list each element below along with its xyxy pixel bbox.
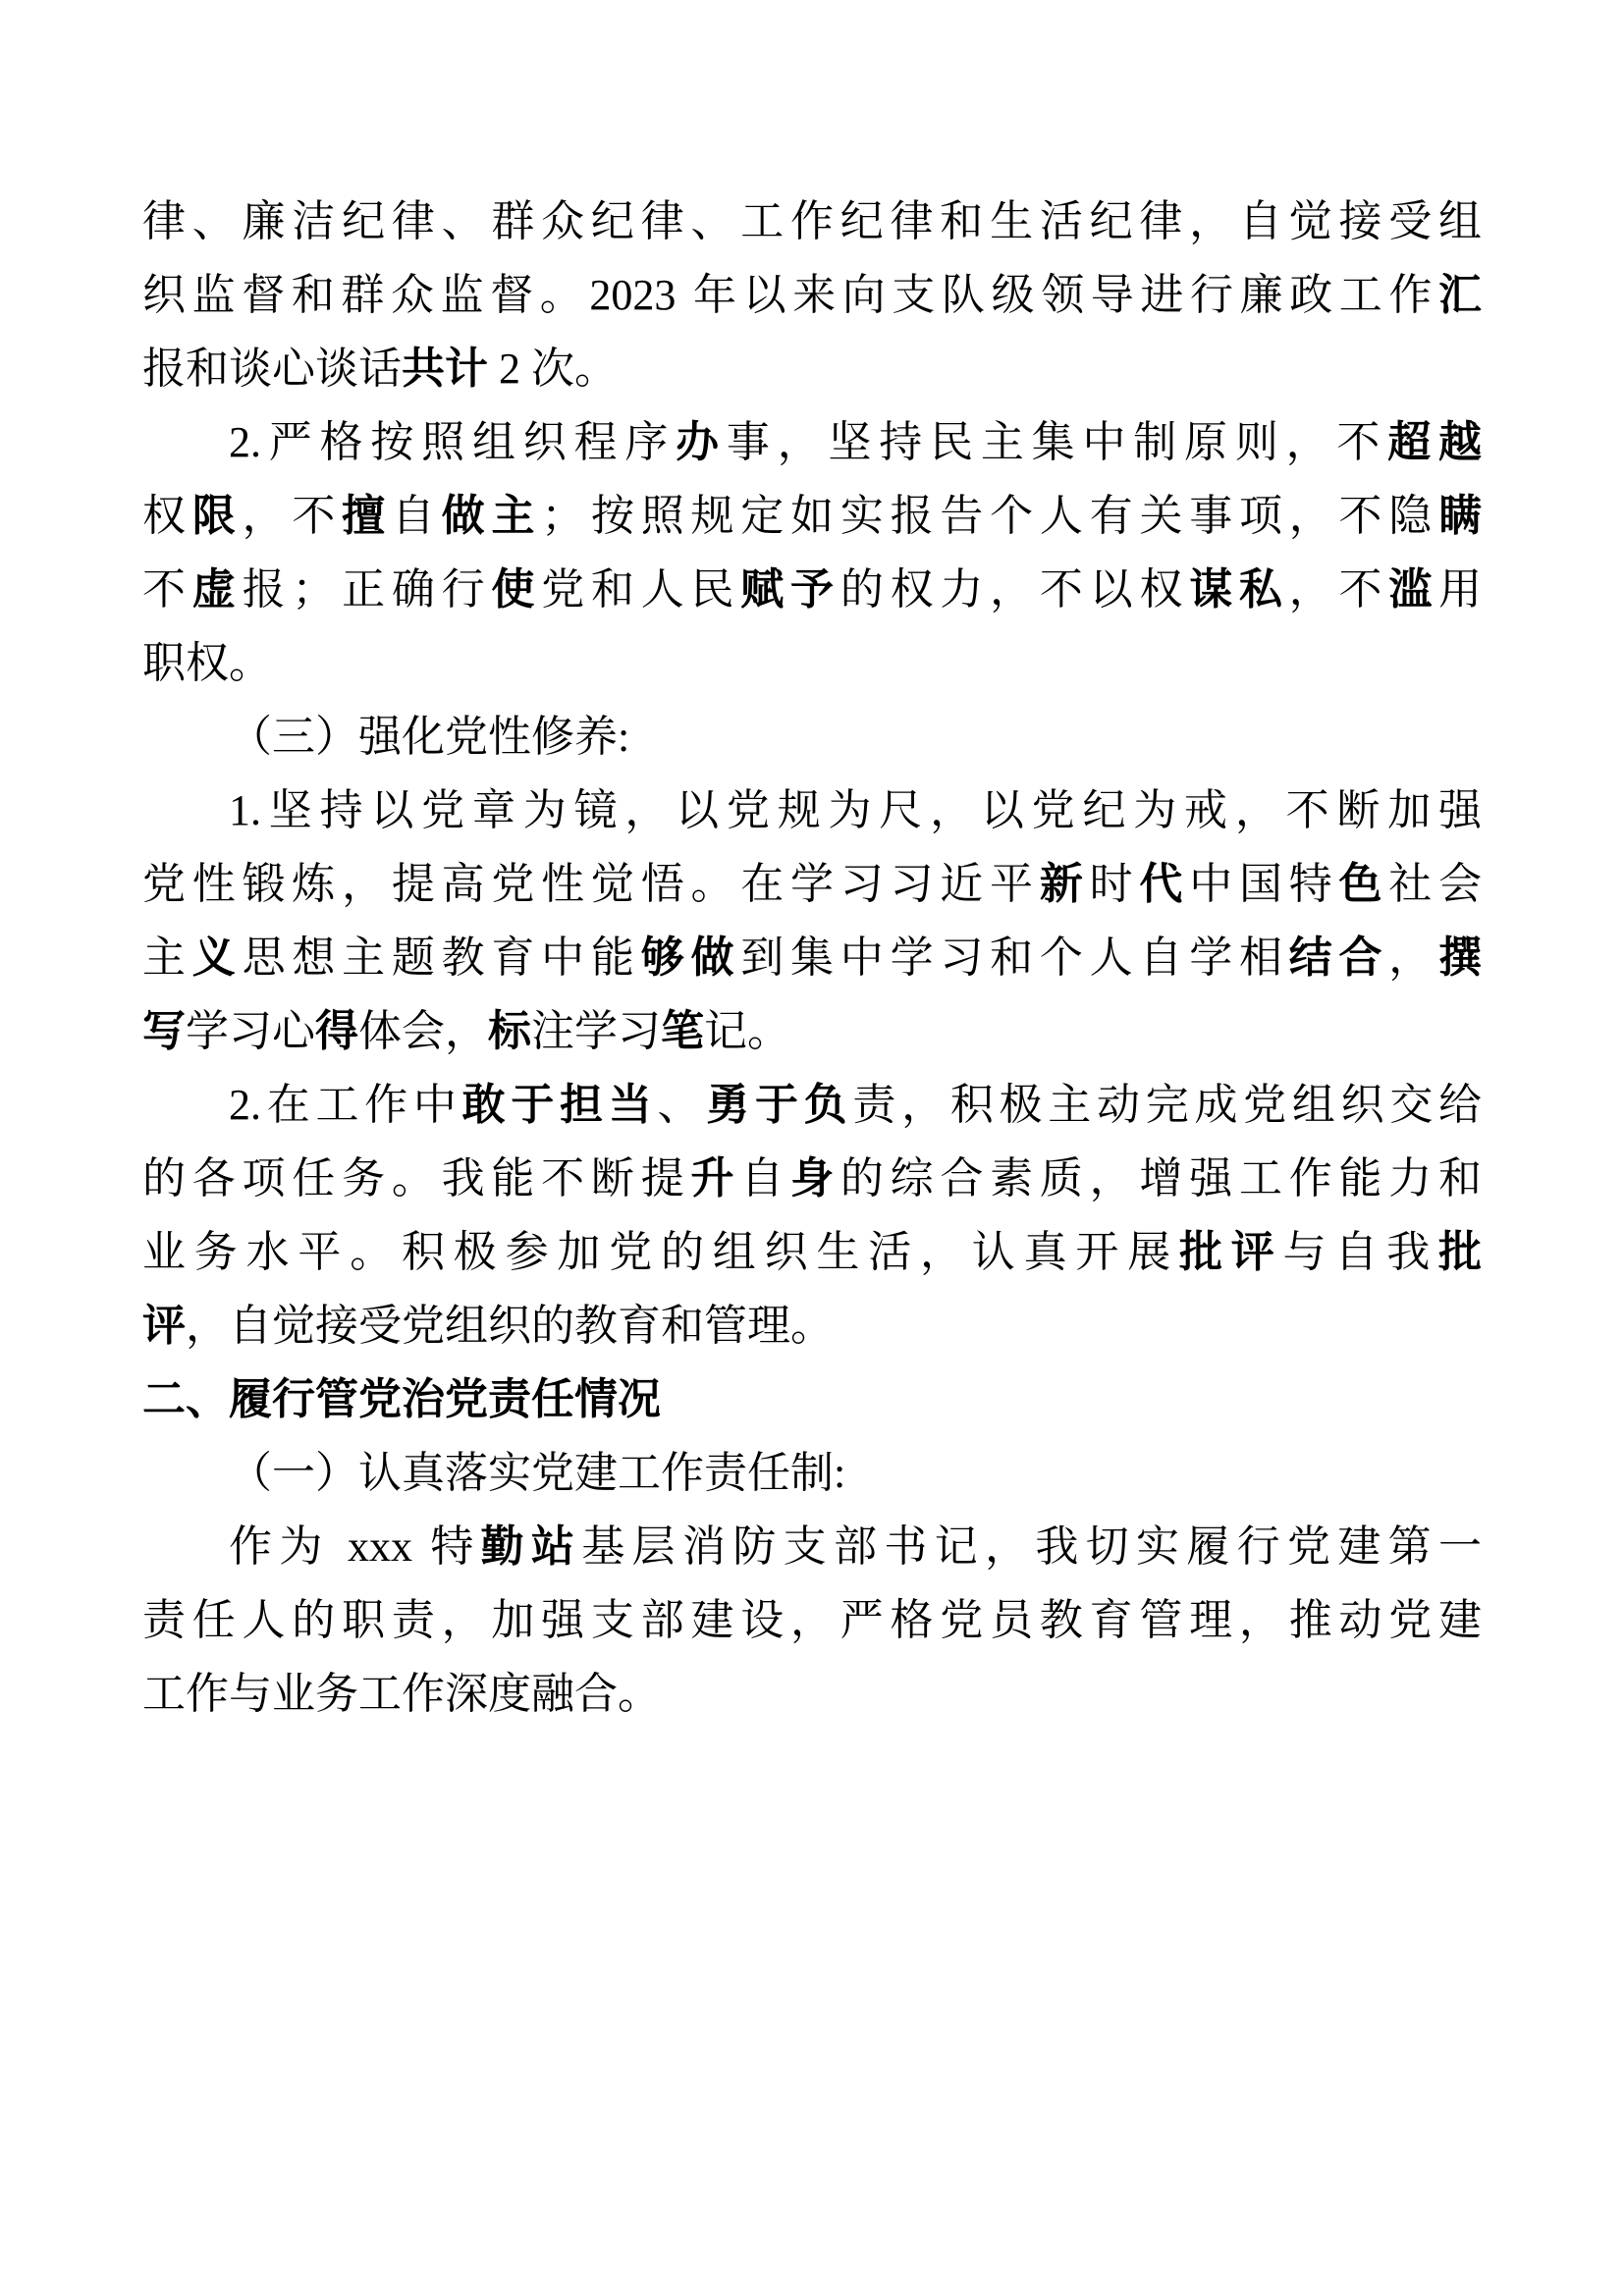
text-line	[142, 1142, 1482, 1215]
text-run: 的综合素质，增强工作能力和	[839, 1154, 1483, 1202]
emphasized-text-run: 勤站	[480, 1522, 582, 1571]
text-run: 2 次。	[488, 345, 618, 393]
text-run: 责，积极主动完成党组织交给	[852, 1081, 1483, 1129]
text-line	[142, 847, 1482, 921]
emphasized-text-run: 超越	[1387, 418, 1483, 466]
text-run: 2.严格按照组织程序	[229, 418, 677, 466]
text-line	[142, 626, 1482, 700]
text-run: 2.在工作中	[229, 1081, 462, 1129]
text-run: 工作与业务工作深度融合。	[142, 1670, 661, 1718]
text-line	[142, 774, 1482, 847]
text-run: 学习心	[186, 1007, 315, 1055]
text-run: 的各项任务。我能不断提	[142, 1154, 691, 1202]
emphasized-text-run: 义	[191, 934, 243, 982]
text-run: 织监督和群众监督。2023 年以来向支队级领导进行廉政工作	[142, 271, 1438, 319]
text-run: 、	[657, 1081, 707, 1129]
text-run: 1.坚持以党章为镜，以党规为尺，以党纪为戒，不断加强	[229, 786, 1482, 834]
text-run: ，自觉接受党组织的教育和管理。	[186, 1302, 834, 1350]
text-run: 事，坚持民主集中制原则，不	[726, 418, 1388, 466]
text-run: 注学习	[531, 1007, 661, 1055]
text-run: 基层消防支部书记，我切实履行党建第一	[581, 1522, 1483, 1571]
emphasized-text-run: 写	[142, 1007, 186, 1055]
emphasized-text-run: 二、履行管党治党责任情况	[142, 1375, 661, 1423]
text-line	[142, 1657, 1482, 1731]
text-line	[142, 185, 1482, 258]
emphasized-text-run: 升	[690, 1154, 741, 1202]
emphasized-text-run: 身	[790, 1154, 840, 1202]
emphasized-text-run: 限	[191, 492, 243, 540]
text-line	[142, 700, 1482, 774]
text-run: ；按照规定如实报告个人有关事项，不隐	[541, 492, 1439, 540]
paragraph	[142, 1510, 1482, 1731]
text-run: 的权力，不以权	[839, 565, 1190, 614]
paragraph	[142, 405, 1482, 700]
text-line	[142, 994, 1482, 1068]
text-line	[142, 405, 1482, 479]
emphasized-text-run: 结合	[1288, 934, 1389, 982]
emphasized-text-run: 瞒	[1438, 492, 1483, 540]
emphasized-text-run: 办	[676, 418, 727, 466]
text-line	[142, 479, 1482, 553]
emphasized-text-run: 笔	[661, 1007, 704, 1055]
text-line	[142, 1436, 1482, 1510]
document-content	[142, 185, 1482, 1731]
text-run: 不	[142, 565, 192, 614]
emphasized-text-run: 敢于担当	[461, 1081, 658, 1129]
text-run: 作为 xxx 特	[229, 1522, 481, 1571]
text-run: 权	[142, 492, 192, 540]
emphasized-text-run: 够做	[640, 934, 741, 982]
emphasized-text-run: 擅	[342, 492, 392, 540]
text-run: 律、廉洁纪律、群众纪律、工作纪律和生活纪律，自觉接受组	[142, 197, 1482, 245]
text-line	[142, 1583, 1482, 1657]
text-line	[142, 332, 1482, 405]
text-line	[142, 1068, 1482, 1142]
text-run: 用	[1438, 565, 1483, 614]
text-run: ，不	[242, 492, 343, 540]
text-line	[142, 1362, 1482, 1436]
emphasized-text-run: 色	[1338, 860, 1389, 908]
text-run: 记。	[704, 1007, 790, 1055]
emphasized-text-run: 做主	[441, 492, 542, 540]
text-line	[142, 921, 1482, 994]
section-heading	[142, 1362, 1482, 1436]
text-run: （三）强化党性修养:	[229, 713, 630, 761]
emphasized-text-run: 共计	[402, 345, 488, 393]
emphasized-text-run: 标	[488, 1007, 531, 1055]
text-run: 中国特	[1189, 860, 1339, 908]
text-run: 报；正确行	[242, 565, 492, 614]
text-run: （一）认真落实党建工作责任制:	[229, 1449, 846, 1497]
paragraph	[142, 185, 1482, 405]
text-run: 时	[1089, 860, 1140, 908]
text-run: 职权。	[142, 639, 272, 687]
emphasized-text-run: 批评	[1179, 1228, 1283, 1276]
text-run: 业务水平。积极参加党的组织生活，认真开展	[142, 1228, 1179, 1276]
text-run: 党和人民	[541, 565, 741, 614]
text-run: 报和谈心谈话	[142, 345, 402, 393]
text-line	[142, 1510, 1482, 1583]
paragraph	[142, 1436, 1482, 1510]
text-run: 体会，	[358, 1007, 488, 1055]
emphasized-text-run: 使	[491, 565, 542, 614]
text-run: 党性锻炼，提高党性觉悟。在学习习近平	[142, 860, 1040, 908]
emphasized-text-run: 评	[142, 1302, 186, 1350]
text-run: 思想主题教育中能	[242, 934, 641, 982]
emphasized-text-run: 撰	[1438, 934, 1483, 982]
emphasized-text-run: 勇于负	[706, 1081, 853, 1129]
text-run: 社会	[1388, 860, 1483, 908]
text-line	[142, 1289, 1482, 1362]
text-line	[142, 1215, 1482, 1289]
paragraph	[142, 1068, 1482, 1362]
emphasized-text-run: 滥	[1388, 565, 1439, 614]
text-line	[142, 258, 1482, 332]
emphasized-text-run: 新	[1039, 860, 1090, 908]
text-run: 与自我	[1282, 1228, 1439, 1276]
text-run: ，不	[1288, 565, 1389, 614]
emphasized-text-run: 汇	[1438, 271, 1482, 319]
text-line	[142, 553, 1482, 626]
text-run: 自	[391, 492, 442, 540]
emphasized-text-run: 谋私	[1189, 565, 1289, 614]
text-run: 到集中学习和个人自学相	[740, 934, 1289, 982]
emphasized-text-run: 赋予	[740, 565, 840, 614]
emphasized-text-run: 得	[315, 1007, 358, 1055]
paragraph	[142, 774, 1482, 1068]
text-run: 主	[142, 934, 192, 982]
emphasized-text-run: 虚	[191, 565, 243, 614]
text-run: 责任人的职责，加强支部建设，严格党员教育管理，推动党建	[142, 1596, 1482, 1644]
emphasized-text-run: 批	[1438, 1228, 1483, 1276]
emphasized-text-run: 代	[1139, 860, 1190, 908]
text-run: ，	[1388, 934, 1439, 982]
paragraph	[142, 700, 1482, 774]
text-run: 自	[740, 1154, 791, 1202]
